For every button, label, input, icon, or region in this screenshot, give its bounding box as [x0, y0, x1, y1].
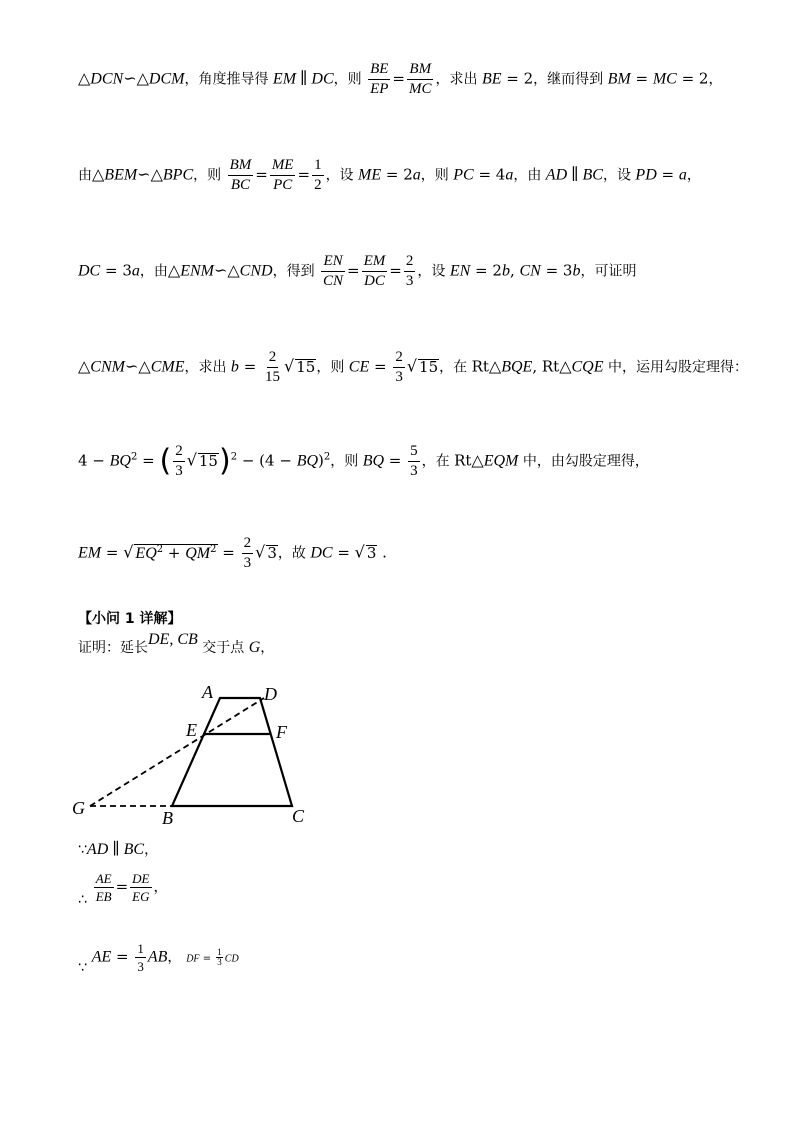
label-a: A [202, 682, 213, 702]
trapezoid-figure [60, 680, 320, 830]
step-1: ∵AD ∥ BC， [78, 841, 159, 858]
step-2: ∴ $\frac{AE}{EB}$ = $\frac{DE}{EG}$ ， [78, 871, 168, 908]
solution-line-1: △DCN∽△DCM，角度推导得 EM ∥ DC，则 $\frac{BE}{EP}$ = $\frac{BM}{MC}$ ，求出 BE = 2，继而得到 BM = MC = 2， [78, 61, 723, 97]
solution-line-3: DC = 3a，由△ENM∽△CND，得到 $\frac{EN}{CN}$ = $\frac{EM}{DC}$ = $\frac{2}{3}$ ，设 EN = 2b, CN = 3b，可证明 [78, 253, 637, 289]
solution-line-6: EM = √ $EQ^2 + QM^2$ = $\frac{2}{3}$ √ 3，故 DC = √ 3 . [78, 535, 387, 571]
solution-line-5: $4 - BQ^2$ = ( $\frac{2}{3}$ √ 15)$^2$ − (4 − BQ)$^2$，则 BQ = $\frac{5}{3}$ ，在 Rt△EQM 中，由勾股定理得， [78, 443, 649, 479]
line-g-d [90, 698, 264, 806]
label-b: B [162, 808, 173, 828]
label-d: D [264, 684, 277, 704]
proof-intro: 证明：延长DE, CB 交于点 G， [78, 631, 275, 656]
label-g: G [72, 798, 85, 818]
section-title: 【小问 1 详解】 [78, 611, 182, 627]
step-3: ∵ AE = $\frac{1}{3}$ AB， DF = $\frac{1}{3}$ CD [78, 941, 239, 976]
label-f: F [276, 722, 287, 742]
solution-line-2: 由△BEM∽△BPC，则 $\frac{BM}{BC}$ = $\frac{ME}{PC}$ = $\frac{1}{2}$ ，设 ME = 2a，则 PC = 4a，由 AD ∥ BC，设 PD = a， [78, 157, 701, 193]
trapezoid-abcd [172, 698, 292, 806]
label-e: E [186, 720, 197, 740]
fraction-be-ep: $\frac{BE}{EP}$ [370, 61, 389, 97]
label-c: C [292, 806, 305, 826]
solution-line-4: △CNM∽△CME，求出 b = $\frac{2}{15}$ √ 15，则 CE = $\frac{2}{3}$ √ 15，在 Rt△BQE, Rt△CQE 中，运用勾股定理得： [78, 349, 748, 385]
